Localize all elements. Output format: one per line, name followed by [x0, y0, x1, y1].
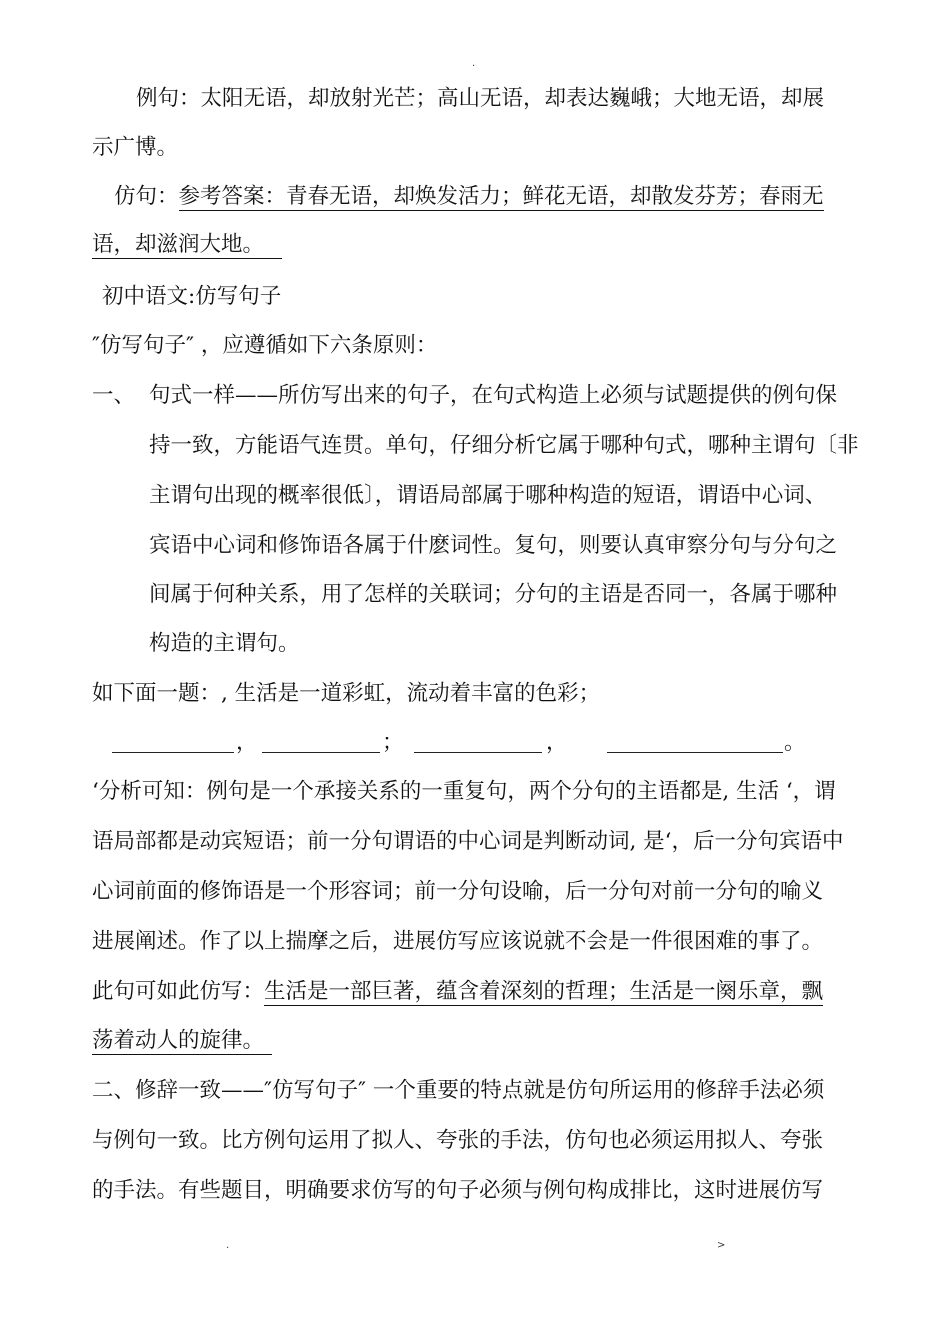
- rule-1-number: 一、: [92, 383, 136, 408]
- blank-separator: ，: [546, 730, 568, 755]
- answer-blank-1[interactable]: [112, 752, 234, 753]
- sample-answer-text-1: 生活是一部巨著，蕴含着深刻的哲理；生活是一阕乐章，飘: [264, 979, 824, 1004]
- imitation-answer-text-1: 参考答案：青春无语，却焕发活力；鲜花无语，却散发芬芳；春雨无: [178, 184, 824, 209]
- sample-answer-line-1: [92, 977, 823, 1007]
- section-title: 初中语文:仿写句子: [102, 284, 282, 309]
- blank-separator: ，: [236, 730, 258, 755]
- answer-blank-2[interactable]: [262, 752, 380, 753]
- rule-1-line: 构造的主谓句。: [149, 631, 300, 656]
- header-mark: .: [472, 58, 476, 69]
- analysis-line: 语局部都是动宾短语；前一分句谓语的中心词是判断动词, 是‘，后一分句宾语中: [92, 829, 844, 854]
- rule-2-line: 的手法。有些题目，明确要求仿写的句子必须与例句构成排比，这时进展仿写: [92, 1178, 824, 1203]
- footer-left-mark: .: [226, 1240, 230, 1251]
- rule-1-line: 持一致，方能语气连贯。单句，仔细分析它属于哪种句式，哪种主谓句〔非: [149, 433, 859, 458]
- intro-text: ″仿写句子″ ，应遵循如下六条原则：: [92, 333, 438, 358]
- imitation-answer-text-2: 语，却滋润大地。: [92, 232, 282, 259]
- example-line-1: 例句：太阳无语，却放射光芒；高山无语，却表达巍峨；大地无语，却展: [136, 86, 825, 111]
- footer-right-mark: >: [717, 1240, 726, 1251]
- answer-blank-3[interactable]: [414, 752, 542, 753]
- rule-1-line: 主谓句出现的概率很低〕，谓语局部属于哪种构造的短语，谓语中心词、: [149, 483, 827, 508]
- analysis-line: 进展阐述。作了以上揣摩之后，进展仿写应该说就不会是一件很困难的事了。: [92, 929, 824, 954]
- analysis-line: ‘分析可知：例句是一个承接关系的一重复句，两个分句的主语都是, 生活 ‘，谓: [92, 779, 836, 804]
- sample-prefix: 此句可如此仿写：: [92, 979, 265, 1004]
- example-line-2: 示广博。: [92, 135, 179, 160]
- rule-1-line: 间属于何种关系，用了怎样的关联词；分句的主语是否同一，各属于哪种: [149, 582, 838, 607]
- question-text: 如下面一题：, 生活是一道彩虹，流动着丰富的色彩；: [92, 681, 601, 706]
- rule-2-line: 二、修辞一致——″仿写句子″ 一个重要的特点就是仿句所运用的修辞手法必须: [92, 1078, 825, 1103]
- rule-2-line: 与例句一致。比方例句运用了拟人、夸张的手法，仿句也必须运用拟人、夸张: [92, 1128, 824, 1153]
- answer-blank-4[interactable]: [607, 752, 783, 753]
- imitation-label: 仿句：: [114, 184, 179, 209]
- blank-separator: 。: [784, 730, 806, 755]
- sample-answer-line-2: [92, 1026, 272, 1056]
- imitation-answer-line-2: [92, 230, 282, 260]
- rule-1-line: 宾语中心词和修饰语各属于什麽词性。复句，则要认真审察分句与分句之: [149, 533, 838, 558]
- analysis-line: 心词前面的修饰语是一个形容词；前一分句设喻，后一分句对前一分句的喻义: [92, 879, 824, 904]
- blank-separator: ；: [382, 730, 404, 755]
- sample-answer-text-2: 荡着动人的旋律。: [92, 1028, 272, 1055]
- rule-1-line: 句式一样——所仿写出来的句子，在句式构造上必须与试题提供的例句保: [149, 383, 838, 408]
- imitation-answer-line-1: [114, 182, 824, 212]
